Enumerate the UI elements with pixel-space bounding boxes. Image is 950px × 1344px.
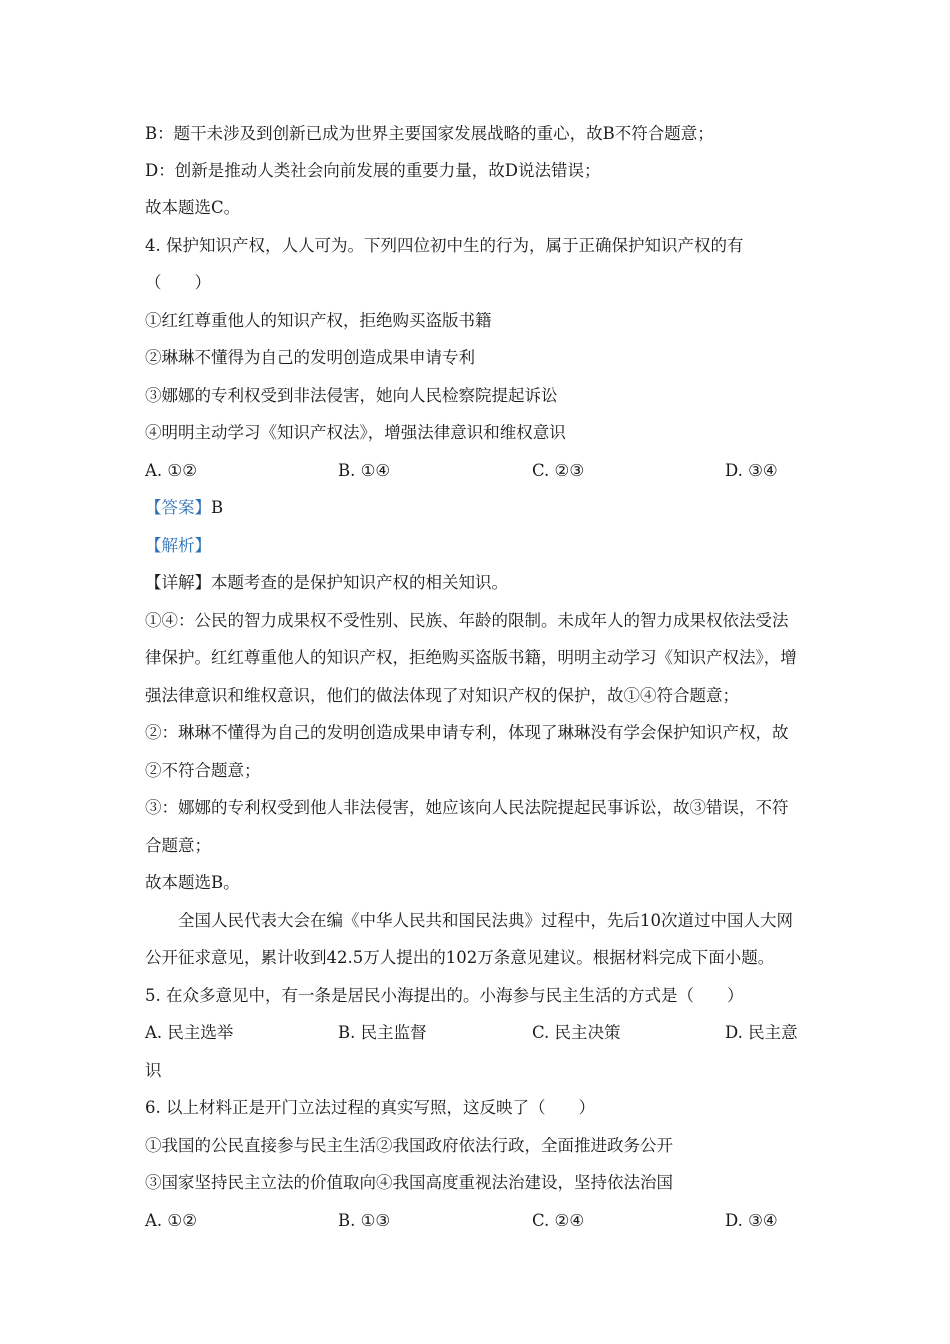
q4-option-c: C. ②③ (532, 461, 585, 480)
q6-option-b: B. ①③ (338, 1211, 391, 1230)
detail-line: ②不符合题意； (145, 761, 261, 780)
question-4-stem: 4. 保护知识产权，人人可为。下列四位初中生的行为，属于正确保护知识产权的有 (145, 236, 744, 255)
question-6-item: ③国家坚持民主立法的价值取向④我国高度重视法治建设，坚持依法治国 (145, 1173, 673, 1192)
question-4-item: ③娜娜的专利权受到非法侵害，她向人民检察院提起诉讼 (145, 386, 558, 405)
material-line: 公开征求意见，累计收到42.5万人提出的102万条意见建议。根据材料完成下面小题。 (145, 948, 775, 967)
text-line: B：题干未涉及到创新已成为世界主要国家发展战略的重心，故B不符合题意； (145, 124, 714, 143)
q5-option-c: C. 民主决策 (532, 1023, 621, 1042)
q4-option-b: B. ①④ (338, 461, 391, 480)
text-line: 故本题选C。 (145, 198, 241, 217)
q5-option-d-wrap: 识 (145, 1061, 162, 1080)
analysis-label: 【解析】 (145, 536, 211, 555)
answer-label: 【答案】 (145, 498, 211, 517)
detail-line: 【详解】本题考查的是保护知识产权的相关知识。 (145, 573, 508, 592)
q5-option-a: A. 民主选举 (145, 1023, 234, 1042)
question-4-item: ④明明主动学习《知识产权法》，增强法律意识和维权意识 (145, 423, 566, 442)
detail-line: 律保护。红红尊重他人的知识产权，拒绝购买盗版书籍，明明主动学习《知识产权法》，增 (145, 648, 797, 667)
detail-line: ①④：公民的智力成果权不受性别、民族、年龄的限制。未成年人的智力成果权依法受法 (145, 611, 789, 630)
detail-line: 故本题选B。 (145, 873, 240, 892)
q5-option-d: D. 民主意 (725, 1023, 798, 1042)
q4-option-a: A. ①② (145, 461, 197, 480)
q6-option-d: D. ③④ (725, 1211, 778, 1230)
q5-option-b: B. 民主监督 (338, 1023, 427, 1042)
answer-line (145, 496, 223, 520)
question-6-stem: 6. 以上材料正是开门立法过程的真实写照，这反映了（ ） (145, 1098, 595, 1117)
question-4-item: ①红红尊重他人的知识产权，拒绝购买盗版书籍 (145, 311, 492, 330)
question-5-stem: 5. 在众多意见中，有一条是居民小海提出的。小海参与民主生活的方式是（ ） (145, 986, 744, 1005)
detail-line: ②：琳琳不懂得为自己的发明创造成果申请专利，体现了琳琳没有学会保护知识产权，故 (145, 723, 789, 742)
question-4-item: ②琳琳不懂得为自己的发明创造成果申请专利 (145, 348, 475, 367)
detail-line: 强法律意识和维权意识，他们的做法体现了对知识产权的保护，故①④符合题意； (145, 686, 739, 705)
q6-option-a: A. ①② (145, 1211, 197, 1230)
question-4-bracket: （ ） (145, 273, 211, 292)
q6-option-c: C. ②④ (532, 1211, 585, 1230)
detail-line: 合题意； (145, 836, 211, 855)
text-line: D：创新是推动人类社会向前发展的重要力量，故D说法错误； (145, 161, 601, 180)
answer-value: B (211, 498, 224, 517)
detail-line: ③：娜娜的专利权受到他人非法侵害，她应该向人民法院提起民事诉讼，故③错误，不符 (145, 798, 789, 817)
question-6-item: ①我国的公民直接参与民主生活②我国政府依法行政，全面推进政务公开 (145, 1136, 673, 1155)
q4-option-d: D. ③④ (725, 461, 778, 480)
material-line: 全国人民代表大会在编《中华人民共和国民法典》过程中，先后10次道过中国人大网 (178, 911, 793, 930)
